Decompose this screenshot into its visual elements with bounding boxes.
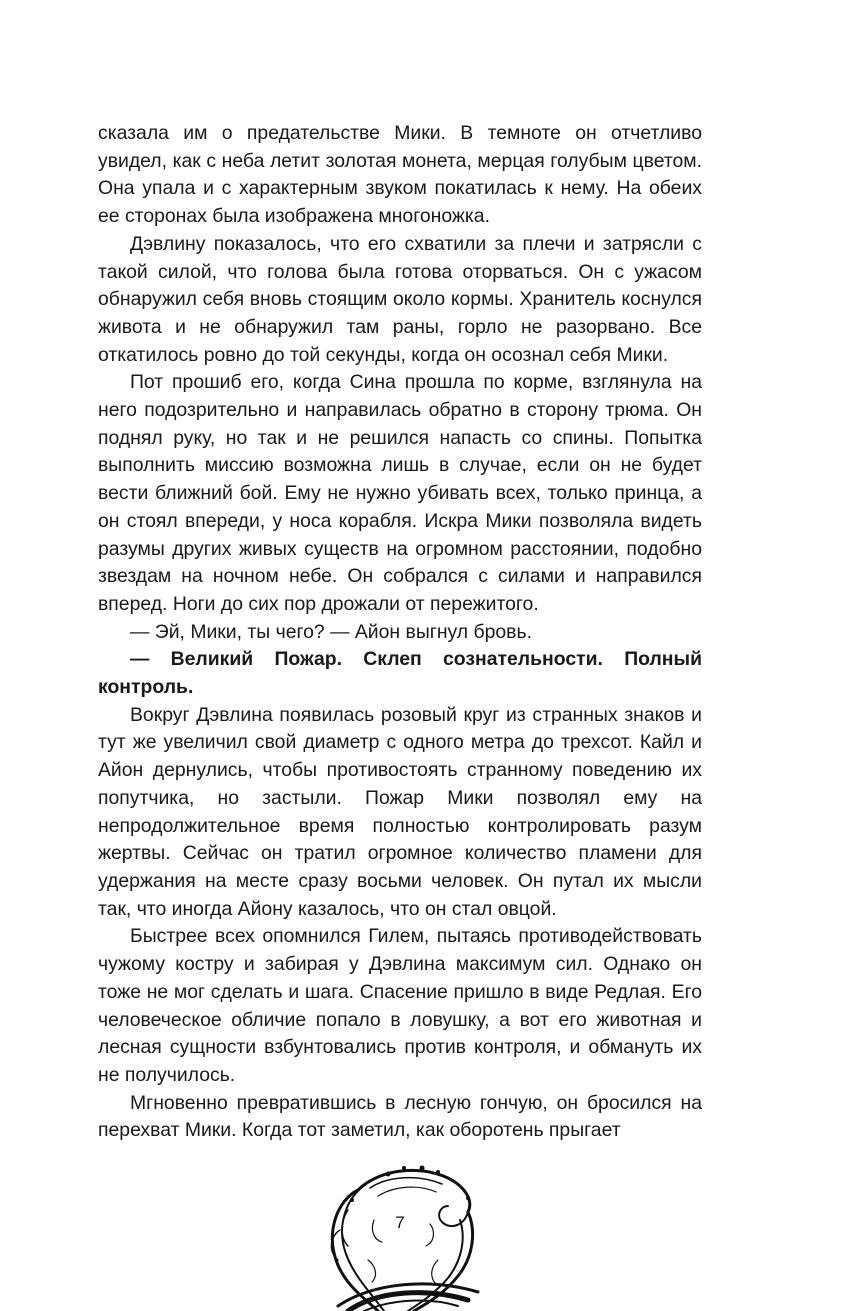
paragraph-3: Пот прошиб его, когда Сина прошла по корме, взглянула на него подозрительно и направилась обратно в сторону трюма. Он поднял руку, но так и не решился напасть со спины. Попытка выполнить миссию возможна лишь в случае, если он не будет вести ближний бой. Ему не нужно убивать всех, только принца, а он стоял впереди, у носа корабля. Искра Мики позволяла видеть разумы других живых существ на огромном расстоянии, подобно звездам на ночном небе. Он собрался с силами и направился вперед. Ноги до сих пор дрожали от пережитого. [98, 371, 702, 615]
paragraph-7: Быстрее всех опомнился Гилем, пытаясь противодействовать чужому костру и забирая у Дэвлина максимум сил. Однако он тоже не мог сделать и шага. Спасение пришло в виде Редлая. Его человеческое обличие попало в ловушку, а вот его животная и лесная сущности взбунтовались против контроля, и обмануть их не получилось. [98, 925, 702, 1086]
body-text [98, 120, 702, 1145]
paragraph-2: Дэвлину показалось, что его схватили за плечи и затрясли с такой силой, что голова была готова оторваться. Он с ужасом обнаружил себя вновь стоящим около кормы. Хранитель коснулся живота и не обнаружил там раны, горло не разорвано. Все откатилось ровно до той секунды, когда он осознал себя Мики. [98, 232, 702, 366]
page-number: 7 [388, 1212, 412, 1234]
wave-ornament-icon [318, 1160, 486, 1311]
paragraph-4-dialogue: — Эй, Мики, ты чего? — Айон выгнул бровь. [130, 620, 532, 643]
paragraph-1: сказала им о предательстве Мики. В темноте он отчетливо увидел, как с неба летит золотая монета, мерцая голубым цветом. Она упала и с характерным звуком покатилась к нему. На обеих ее сторонах была изображена многоножка. [98, 122, 702, 228]
paragraph-5-incantation: — Великий Пожар. Склеп сознательности. Полный контроль. [98, 648, 702, 699]
paragraph-6: Вокруг Дэвлина появилась розовый круг из странных знаков и тут же увеличил свой диаметр с одного метра до трехсот. Кайл и Айон дернулись, чтобы противостоять странному поведению их попутчика, но застыли. Пожар Мики позволял ему на непродолжительное время полностью контролировать разум жертвы. Сейчас он тратил огромное количество пламени для удержания на месте сразу восьми человек. Он путал их мысли так, что иногда Айону казалось, что он стал овцой. [98, 703, 702, 920]
paragraph-8: Мгновенно превратившись в лесную гончую, он бросился на перехват Мики. Когда тот заметил, как оборотень прыгает [98, 1091, 702, 1142]
